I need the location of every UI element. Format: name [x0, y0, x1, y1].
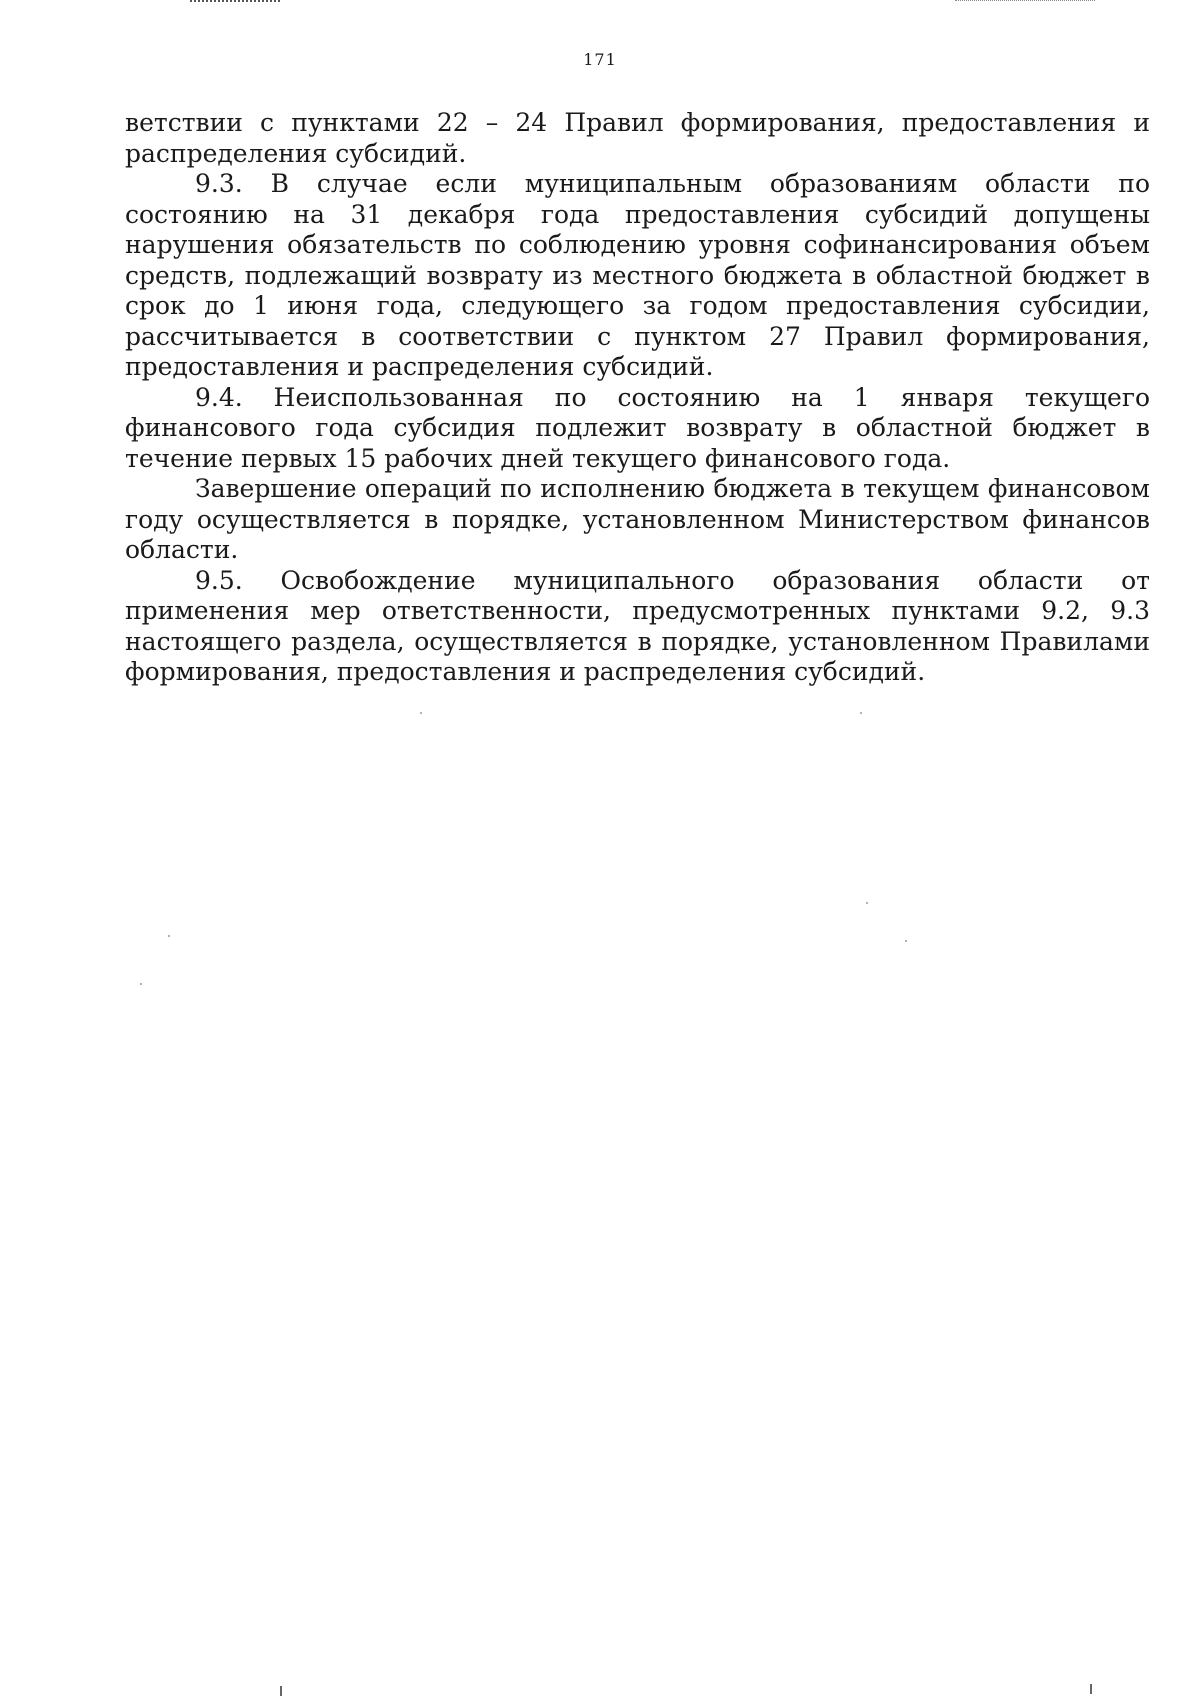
- scan-speck: [860, 712, 862, 714]
- scan-speck: [866, 902, 868, 904]
- paragraph-9-5: 9.5. Освобождение муниципального образования области от применения мер ответственности, предусмотренных пунктами 9.2, 9.3 настоящего раздела, осуществляется в порядке, установленном Правилами формирования, предоставления и распределения субсидий.: [125, 565, 1150, 686]
- paragraph-9-4: 9.4. Неиспользованная по состоянию на 1 января текущего финансового года субсидия подлежит возврату в областной бюджет в течение первых 15 рабочих дней текущего финансового года.: [125, 382, 1150, 473]
- scan-speck: [905, 940, 907, 942]
- scan-edge-mark: [190, 0, 280, 5]
- paragraph-9-3: 9.3. В случае если муниципальным образованиям области по состоянию на 31 декабря года предоставления субсидий допущены нарушения обязательств по соблюдению уровня софинансирования объем средств, подлежащий возврату из местного бюджета в областной бюджет в срок до 1 июня года, следующего за годом предоставления субсидии, рассчитывается в соответствии с пунктом 27 Правил формирования, предоставления и распределения субсидий.: [125, 169, 1150, 381]
- scan-edge-mark-right: [955, 0, 1095, 4]
- scan-speck: [420, 712, 422, 714]
- scan-speck: [168, 935, 170, 937]
- page-number: 171: [583, 50, 617, 69]
- scan-bottom-mark: [1090, 1684, 1092, 1694]
- scan-speck: [140, 983, 142, 985]
- paragraph-budget-completion: Завершение операций по исполнению бюджета в текущем финансовом году осуществляется в порядке, установленном Министерством финансов области.: [125, 474, 1150, 564]
- scan-bottom-mark: [280, 1686, 282, 1696]
- paragraph-continuation: ветствии с пунктами 22 – 24 Правил формирования, предоставления и распределения субсидий.: [125, 108, 1150, 168]
- document-body: [125, 108, 1150, 688]
